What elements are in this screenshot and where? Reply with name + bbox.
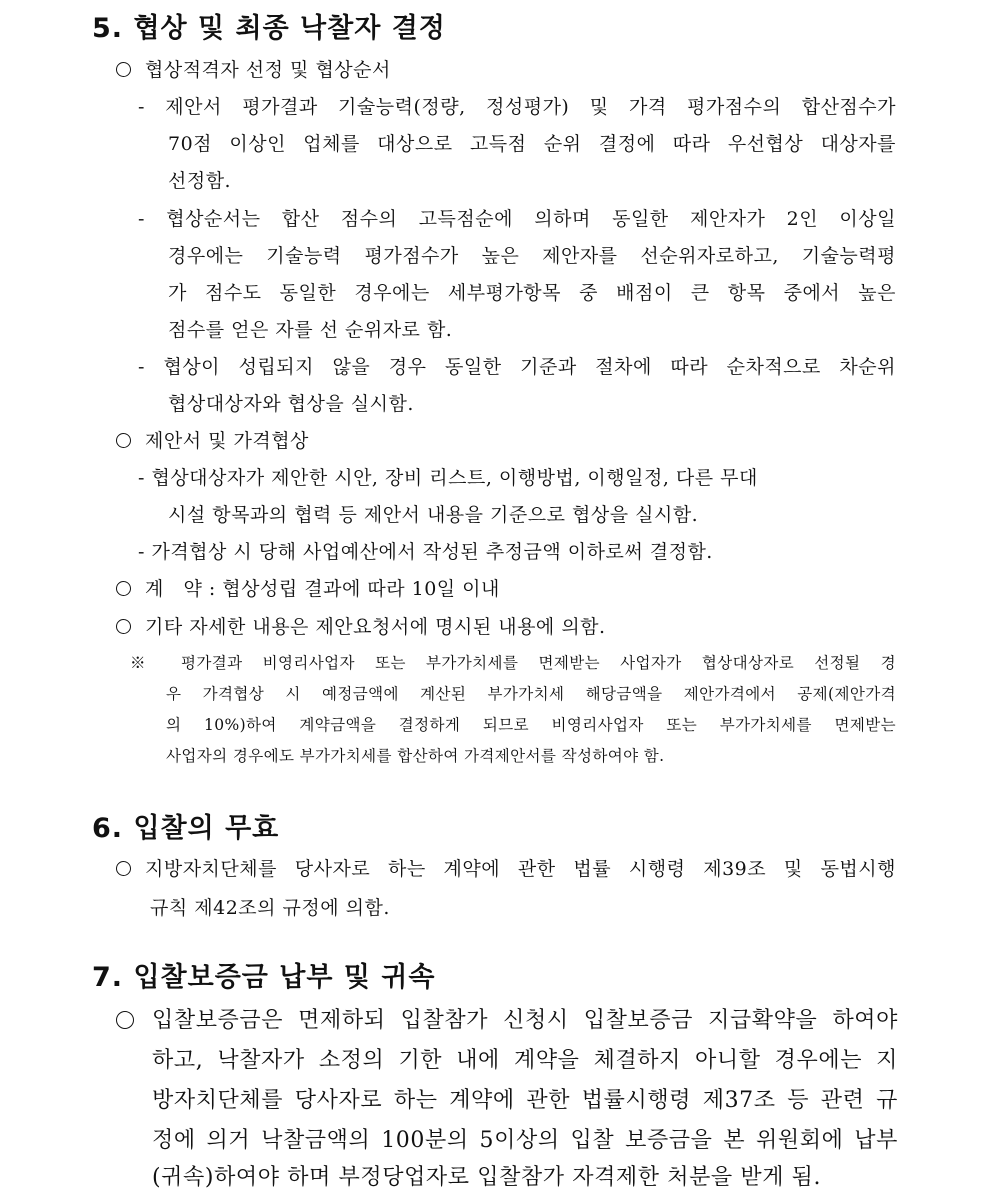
text-line: 방자치단체를 당사자로 하는 계약에 관한 법률시행령 제37조 등 관련 규 xyxy=(152,1088,898,1113)
text-line: 규칙 제42조의 규정에 의함. xyxy=(150,897,390,919)
section-5-heading: 5. 협상 및 최종 낙찰자 결정 xyxy=(92,13,446,44)
text-line: - 가격협상 시 당해 사업예산에서 작성된 추정금액 이하로써 결정함. xyxy=(138,541,713,563)
section-7-line: 입찰보증금은 면제하되 입찰참가 신청시 입찰보증금 지급확약을 하여야 xyxy=(116,1003,898,1034)
text-line: 협상대상자와 협상을 실시함. xyxy=(168,393,414,415)
sub-item-contract: 계 약 : 협상성립 결과에 따라 10일 이내 xyxy=(116,574,500,601)
circle-bullet-icon xyxy=(116,619,131,634)
sub-item-other: 기타 자세한 내용은 제안요청서에 명시된 내용에 의함. xyxy=(116,612,606,639)
note-line: 의 10%)하여 계약금액을 결정하게 되므로 비영리사업자 또는 부가가치세를 면제받는 xyxy=(166,716,896,734)
note-line: 우 가격협상 시 예정금액에 계산된 부가가치세 해당금액을 제안가격에서 공제(제안가격 xyxy=(166,685,896,703)
circle-bullet-icon xyxy=(116,581,131,596)
sub-item-proposal-negotiation: 제안서 및 가격협상 xyxy=(116,426,309,453)
section-6-line: 지방자치단체를 당사자로 하는 계약에 관한 법률 시행령 제39조 및 동법시행 xyxy=(116,854,896,881)
note-line: 사업자의 경우에도 부가가치세를 합산하여 가격제안서를 작성하여야 함. xyxy=(166,747,665,765)
text-line: 70점 이상인 업체를 대상으로 고득점 순위 결정에 따라 우선협상 대상자를 xyxy=(168,133,896,155)
text-line: 경우에는 기술능력 평가점수가 높은 제안자를 선순위자로하고, 기술능력평 xyxy=(168,245,896,267)
circle-bullet-icon xyxy=(116,433,131,448)
text-line: 시설 항목과의 협력 등 제안서 내용을 기준으로 협상을 실시함. xyxy=(168,504,699,526)
section-7-heading: 7. 입찰보증금 납부 및 귀속 xyxy=(92,962,436,993)
text-line: (귀속)하여야 하며 부정당업자로 입찰참가 자격제한 처분을 받게 됨. xyxy=(152,1165,822,1190)
note-line: ※ 평가결과 비영리사업자 또는 부가가치세를 면제받는 사업자가 협상대상자로 선정될 경 xyxy=(130,654,896,672)
text-line: 선정함. xyxy=(168,170,232,192)
text-line: 가 점수도 동일한 경우에는 세부평가항목 중 배점이 큰 항목 중에서 높은 xyxy=(168,282,896,304)
text-line: - 협상순서는 합산 점수의 고득점순에 의하며 동일한 제안자가 2인 이상일 xyxy=(138,208,896,230)
text-line: 하고, 낙찰자가 소정의 기한 내에 계약을 체결하지 아니할 경우에는 지 xyxy=(152,1048,898,1073)
circle-bullet-icon xyxy=(116,861,131,876)
text-line: 정에 의거 낙찰금액의 100분의 5이상의 입찰 보증금을 본 위원회에 납부 xyxy=(152,1128,898,1153)
section-6-heading: 6. 입찰의 무효 xyxy=(92,813,280,844)
text-line: - 협상대상자가 제안한 시안, 장비 리스트, 이행방법, 이행일정, 다른 무대 xyxy=(138,467,758,489)
circle-bullet-icon xyxy=(116,1011,134,1029)
circle-bullet-icon xyxy=(116,62,131,77)
sub-item-negotiation-eligibility: 협상적격자 선정 및 협상순서 xyxy=(116,55,391,82)
text-line: - 협상이 성립되지 않을 경우 동일한 기준과 절차에 따라 순차적으로 차순위 xyxy=(138,356,896,378)
text-line: - 제안서 평가결과 기술능력(정량, 정성평가) 및 가격 평가점수의 합산점수가 xyxy=(138,96,896,118)
text-line: 점수를 얻은 자를 선 순위자로 함. xyxy=(168,319,453,341)
